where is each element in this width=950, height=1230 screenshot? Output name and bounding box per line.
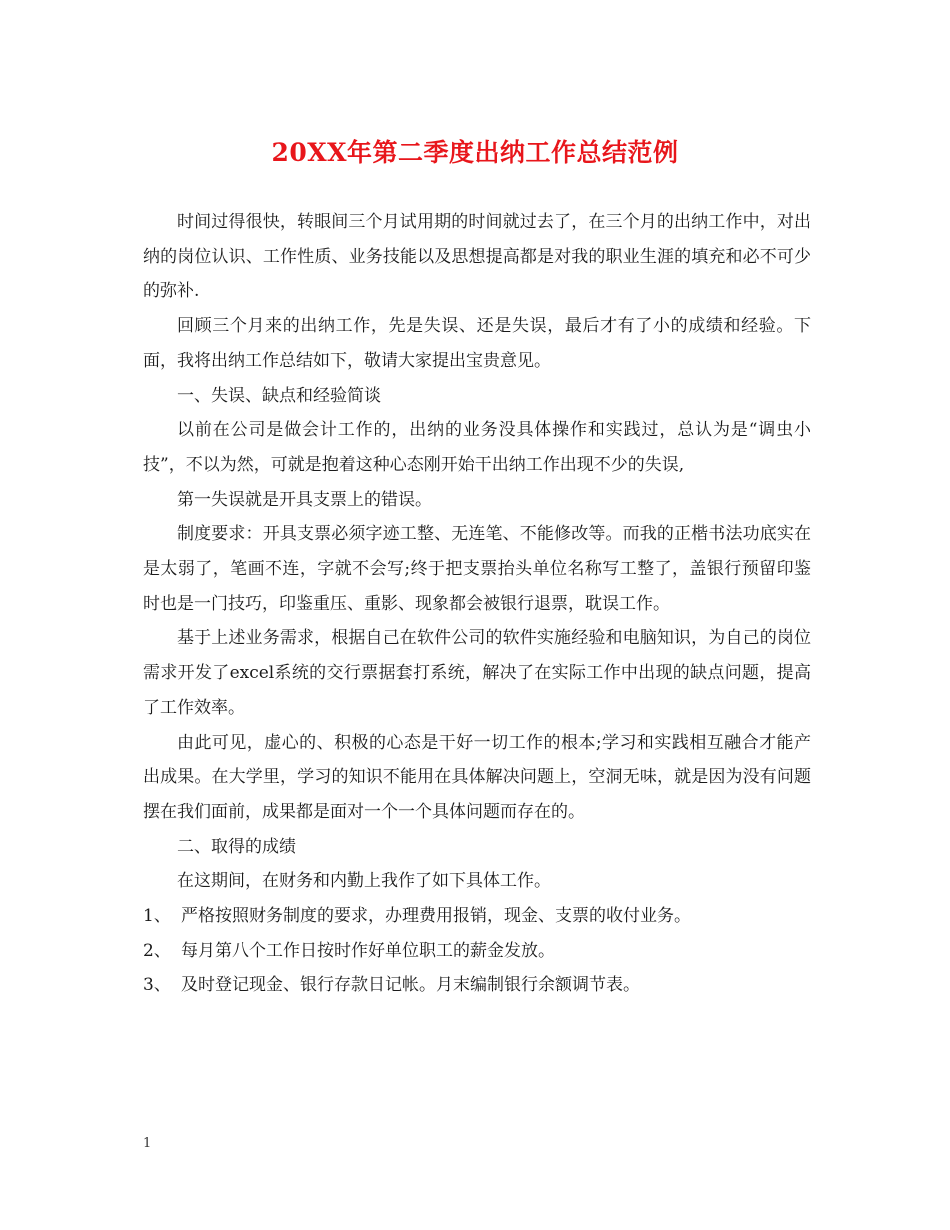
section-heading-achievements: 二、取得的成绩	[177, 836, 296, 857]
paragraph-first-mistake: 第一失误就是开具支票上的错误。	[177, 489, 432, 510]
list-item	[143, 899, 811, 934]
section-heading-mistakes: 一、失误、缺点和经验简谈	[177, 385, 381, 406]
document-body	[143, 205, 811, 1003]
paragraph-intro: 时间过得很快，转眼间三个月试用期的时间就过去了，在三个月的出纳工作中，对出纳的岗位认识、工作性质、业务技能以及思想提高都是对我的职业生涯的填充和必不可少的弥补.	[143, 212, 811, 302]
page-number: 1	[143, 1136, 152, 1151]
list-item-number: 2、	[143, 940, 171, 961]
paragraph-work-intro: 在这期间，在财务和内勤上我作了如下具体工作。	[177, 871, 551, 892]
list-item	[143, 968, 811, 1003]
list-item-text: 严格按照财务制度的要求，办理费用报销，现金、支票的收付业务。	[181, 906, 691, 927]
list-item-number: 1、	[143, 906, 171, 927]
page-title: 20XX年第二季度出纳工作总结范例	[271, 138, 679, 167]
list-item-text: 及时登记现金、银行存款日记帐。月末编制银行余额调节表。	[181, 975, 640, 996]
paragraph-background: 以前在公司是做会计工作的，出纳的业务没具体操作和实践过，总认为是“调虫小技”，不以为然，可就是抱着这种心态刚开始干出纳工作出现不少的失误,	[143, 420, 811, 475]
list-item-text: 每月第八个工作日按时作好单位职工的薪金发放。	[181, 940, 555, 961]
paragraph-solution: 基于上述业务需求，根据自己在软件公司的软件实施经验和电脑知识，为自己的岗位需求开发了excel系统的交行票据套打系统，解决了在实际工作中出现的缺点问题，提高了工作效率。	[143, 628, 811, 718]
paragraph-conclusion: 由此可见，虚心的、积极的心态是干好一切工作的根本;学习和实践相互融合才能产出成果。在大学里，学习的知识不能用在具体解决问题上，空洞无味，就是因为没有问题摆在我们面前，成果都是面对一个一个具体问题而存在的。	[143, 732, 811, 822]
paragraph-review: 回顾三个月来的出纳工作，先是失误、还是失误，最后才有了小的成绩和经验。下面，我将出纳工作总结如下，敬请大家提出宝贵意见。	[143, 316, 811, 371]
list-item	[143, 934, 811, 969]
list-item-number: 3、	[143, 975, 171, 996]
paragraph-rules: 制度要求：开具支票必须字迹工整、无连笔、不能修改等。而我的正楷书法功底实在是太弱了，笔画不连，字就不会写;终于把支票抬头单位名称写工整了，盖银行预留印鉴时也是一门技巧，印鉴重压、重影、现象都会被银行退票，耽误工作。	[143, 524, 811, 614]
